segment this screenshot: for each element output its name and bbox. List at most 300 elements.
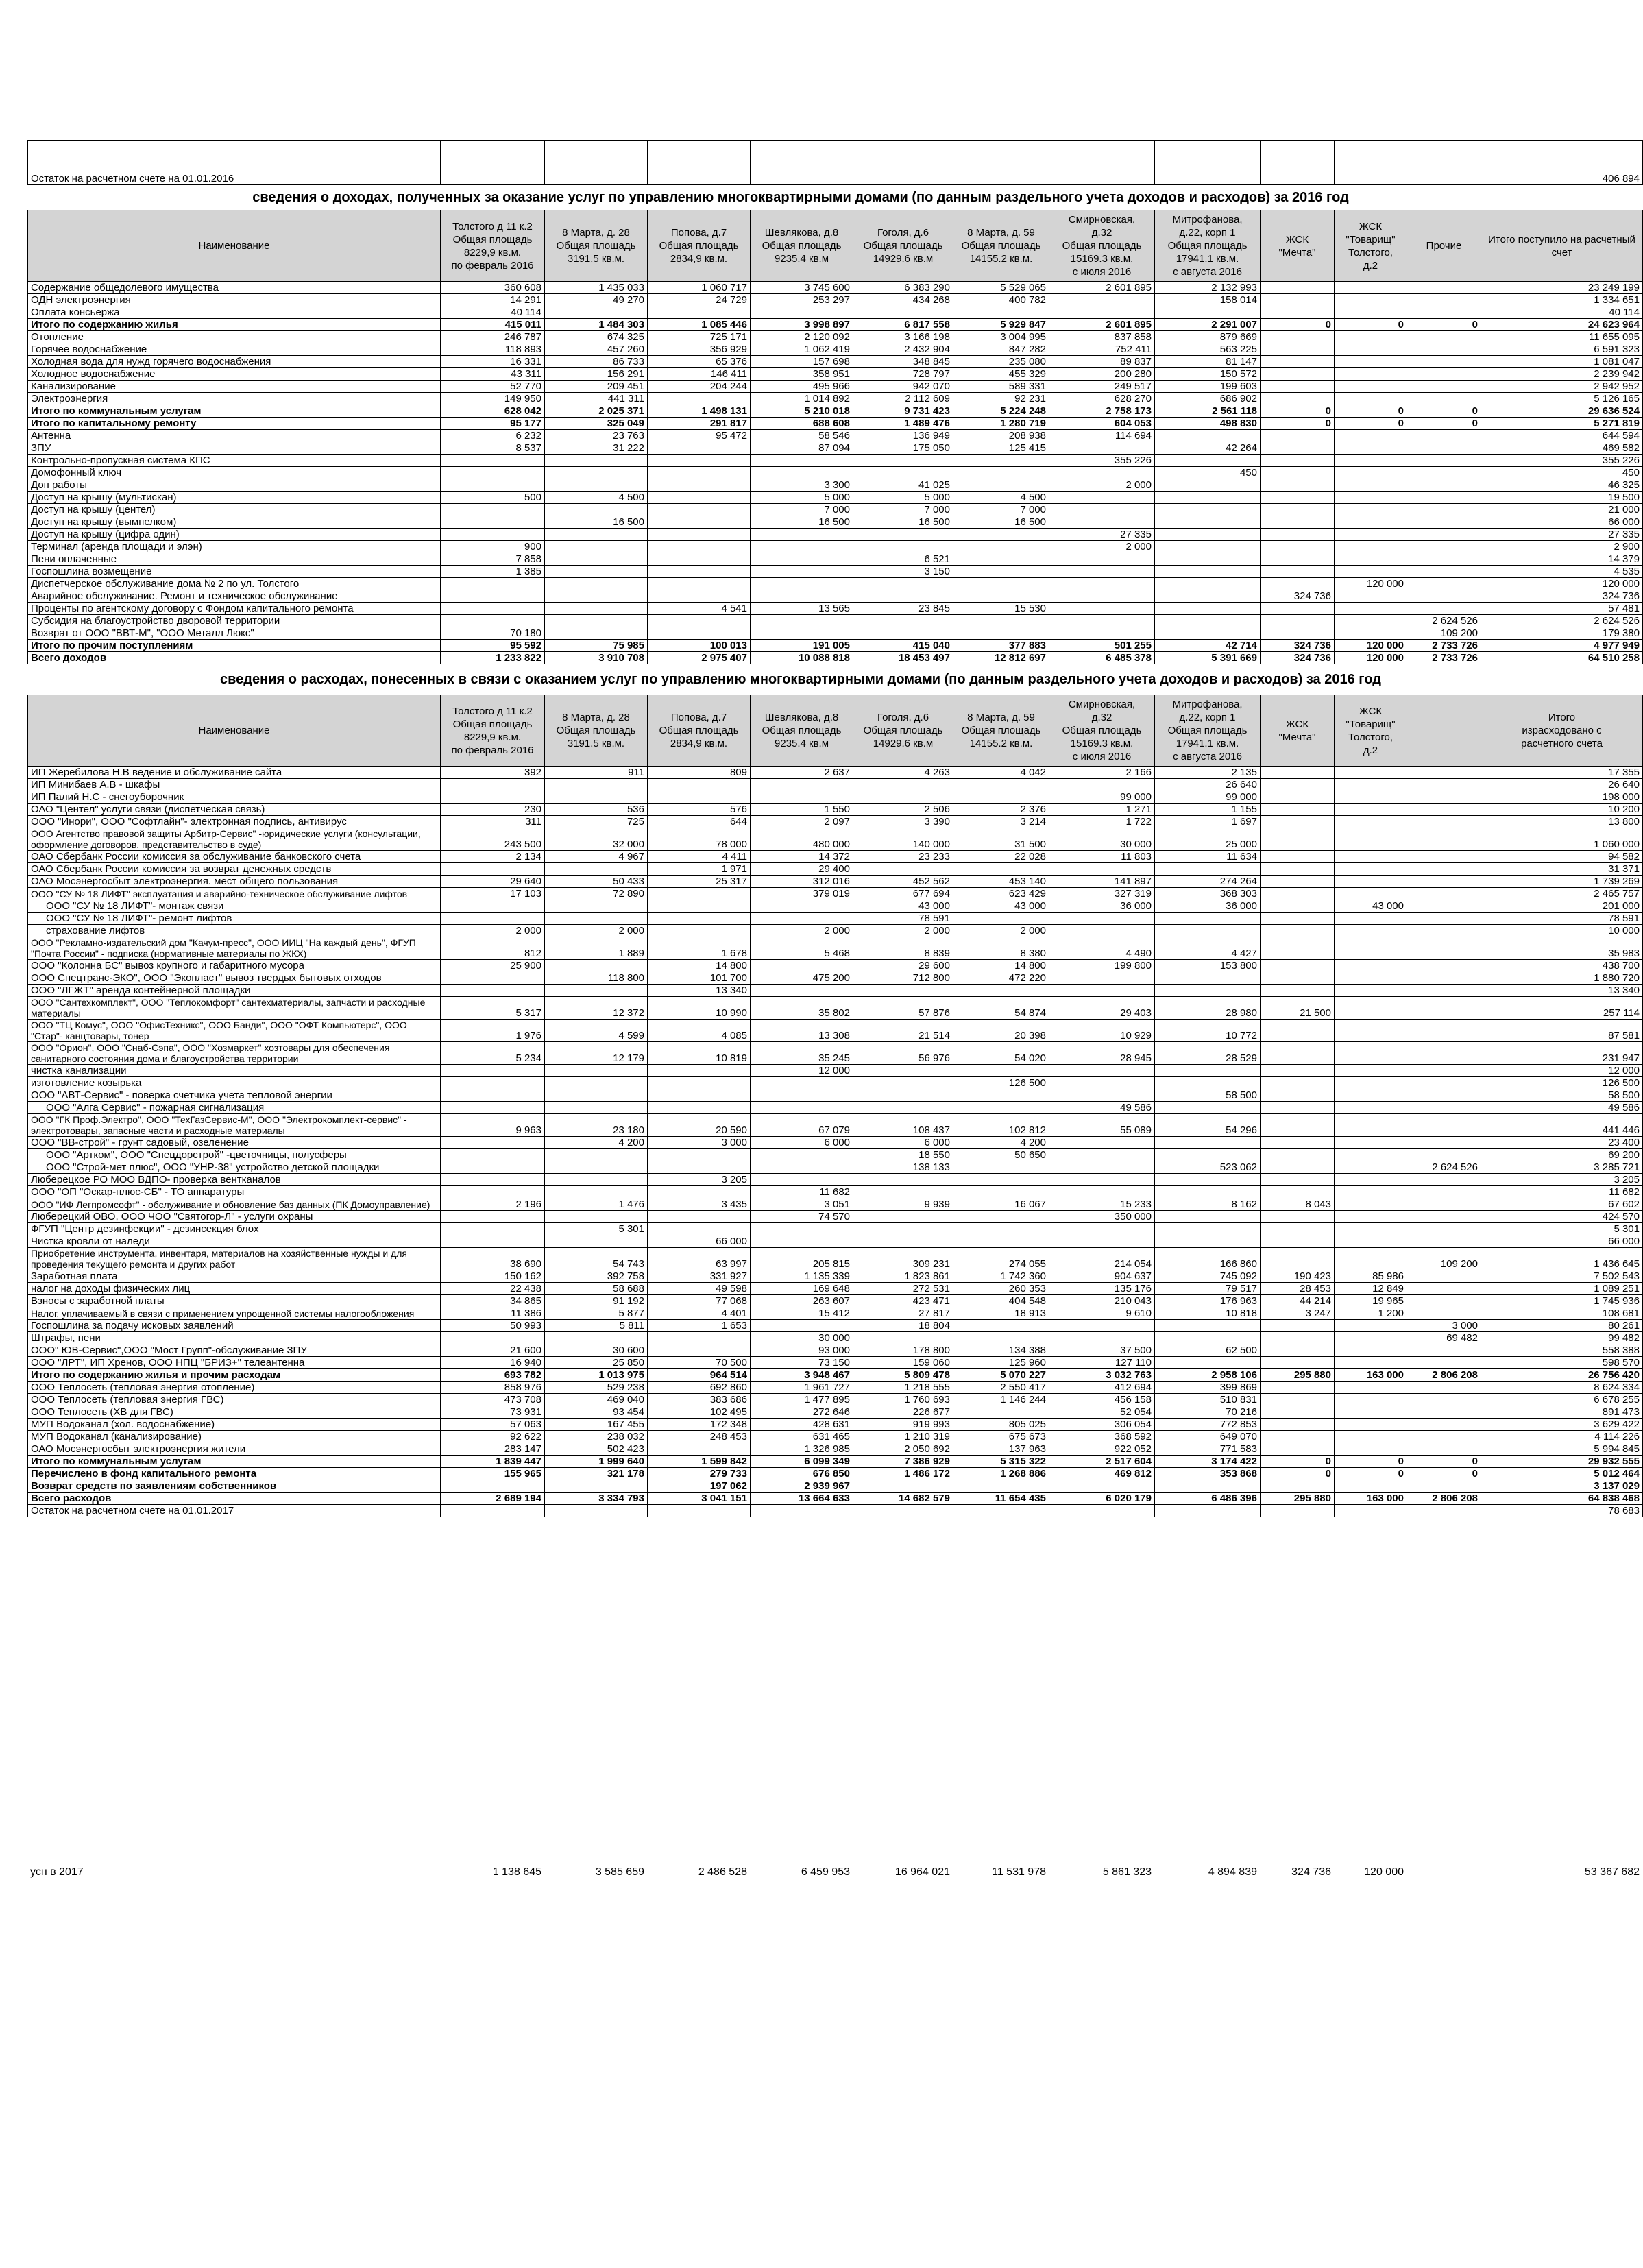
expense-row-value: 49 598 [648, 1283, 751, 1295]
income-row-value [1407, 492, 1481, 504]
expense-row-value: 57 063 [441, 1419, 545, 1431]
expense-row-value: 92 622 [441, 1431, 545, 1443]
expense-row-value [441, 900, 545, 913]
expense-row-value: 54 020 [953, 1042, 1049, 1065]
expense-row-value [853, 1505, 953, 1517]
expense-row-value: 5 301 [1481, 1223, 1643, 1235]
income-header-col: Гоголя, д.6 Общая площадь 14929.6 кв.м [853, 210, 953, 282]
expense-row-value [1407, 1406, 1481, 1419]
income-row-value: 355 226 [1049, 455, 1155, 467]
expense-row-value [751, 1235, 853, 1248]
expense-row-label: ОАО Мосэнергосбыт электроэнергия жители [28, 1443, 441, 1456]
expense-table-row [28, 1382, 1643, 1394]
income-row-label: Доступ на крышу (цифра один) [28, 529, 441, 541]
income-row-value [953, 553, 1049, 566]
income-row-value: 3 150 [853, 566, 953, 578]
expense-row-label: Люберецкое РО МОО ВДПО- проверка вентканалов [28, 1174, 441, 1186]
expense-row-value [751, 960, 853, 972]
expense-row-value: 94 582 [1481, 851, 1643, 863]
expense-row-value: 4 114 226 [1481, 1431, 1643, 1443]
expense-table-row [28, 1456, 1643, 1468]
expense-row-value [1407, 1394, 1481, 1406]
expense-row-value: 138 133 [853, 1161, 953, 1174]
income-row-label: Всего доходов [28, 652, 441, 664]
expense-row-value: 3 435 [648, 1198, 751, 1211]
income-row-value: 15 530 [953, 603, 1049, 615]
income-row-value: 12 812 697 [953, 652, 1049, 664]
expense-row-value: 230 [441, 804, 545, 816]
expense-row-label: ООО "ИФ Легпромсофт" - обслуживание и обновление баз данных (ПК Домоуправление) [28, 1198, 441, 1211]
expense-row-value [1407, 1186, 1481, 1198]
expense-row-value [1261, 791, 1335, 804]
income-row-label: Проценты по агентскому договору с Фондом капитального ремонта [28, 603, 441, 615]
expense-row-value: 2 196 [441, 1198, 545, 1211]
income-row-value [1261, 368, 1335, 381]
expense-row-value [545, 1077, 648, 1089]
income-row-value [1335, 368, 1407, 381]
expense-row-value: 295 880 [1261, 1369, 1335, 1382]
expense-row-value [1261, 1102, 1335, 1114]
expense-row-value [751, 913, 853, 925]
expense-row-value: 10 929 [1049, 1020, 1155, 1042]
income-table-row [28, 331, 1643, 343]
expense-row-value: 1 971 [648, 863, 751, 876]
income-row-value: 18 453 497 [853, 652, 953, 664]
expense-row-value: 137 963 [953, 1443, 1049, 1456]
income-row-value [1335, 455, 1407, 467]
income-row-value: 46 325 [1481, 479, 1643, 492]
income-row-value [953, 615, 1049, 627]
expense-header-total: Итого израсходовано с расчетного счета [1481, 695, 1643, 767]
expense-row-label: ООО Спецтранс-ЭКО", ООО "Экопласт" вывоз твердых бытовых отходов [28, 972, 441, 985]
expense-row-value [1335, 1248, 1407, 1270]
income-row-label: Доступ на крышу (центел) [28, 504, 441, 516]
income-table-row [28, 343, 1643, 356]
income-row-value [1261, 442, 1335, 455]
income-row-value: 674 325 [545, 331, 648, 343]
income-row-value [1261, 467, 1335, 479]
expense-row-value: 73 931 [441, 1406, 545, 1419]
expense-row-value [1335, 876, 1407, 888]
expense-row-value: 1 550 [751, 804, 853, 816]
expense-row-value: 150 162 [441, 1270, 545, 1283]
expense-row-value [1261, 828, 1335, 851]
expense-row-value [545, 1089, 648, 1102]
income-row-value [545, 553, 648, 566]
expense-row-value: 1 210 319 [853, 1431, 953, 1443]
expense-row-label: Люберецкий ОВО, ООО ЧОО "Святогор-Л" - услуги охраны [28, 1211, 441, 1223]
expense-row-value: 78 683 [1481, 1505, 1643, 1517]
income-row-value [1335, 479, 1407, 492]
expense-row-value: 272 531 [853, 1283, 953, 1295]
expense-header-col: Гоголя, д.6 Общая площадь 14929.6 кв.м [853, 695, 953, 767]
income-row-value: 92 231 [953, 393, 1049, 405]
income-row-value: 10 088 818 [751, 652, 853, 664]
income-row-value [545, 541, 648, 553]
expense-row-value [1335, 1042, 1407, 1065]
expense-table-row [28, 1211, 1643, 1223]
expense-row-value [1407, 1295, 1481, 1307]
income-row-value [853, 467, 953, 479]
income-row-value [1049, 294, 1155, 306]
expense-row-value: 178 800 [853, 1344, 953, 1357]
expense-row-value [648, 1505, 751, 1517]
expense-row-value [441, 1137, 545, 1149]
expense-table [27, 695, 1643, 1517]
expense-row-label: ООО "Колонна БС" вывоз крупного и габаритного мусора [28, 960, 441, 972]
income-row-value: 7 000 [751, 504, 853, 516]
expense-row-value: 809 [648, 767, 751, 779]
expense-row-value: 321 178 [545, 1468, 648, 1480]
income-row-value [1335, 306, 1407, 319]
expense-row-value [545, 1102, 648, 1114]
expense-table-row [28, 1235, 1643, 1248]
income-row-value: 200 280 [1049, 368, 1155, 381]
expense-row-value [1407, 1077, 1481, 1089]
expense-row-value [1407, 876, 1481, 888]
expense-row-value: 6 678 255 [1481, 1394, 1643, 1406]
expense-row-value [853, 1332, 953, 1344]
expense-row-value [1049, 1077, 1155, 1089]
income-table-row [28, 430, 1643, 442]
expense-row-value [953, 913, 1049, 925]
expense-row-value [441, 1077, 545, 1089]
income-table-row [28, 368, 1643, 381]
expense-row-value: 456 158 [1049, 1394, 1155, 1406]
expense-row-value [1155, 863, 1261, 876]
income-row-value [1261, 578, 1335, 590]
expense-row-label: МУП Водоканал (канализирование) [28, 1431, 441, 1443]
expense-row-value: 4 263 [853, 767, 953, 779]
expense-row-value: 1 599 842 [648, 1456, 751, 1468]
expense-table-row [28, 767, 1643, 779]
expense-table-row [28, 1186, 1643, 1198]
income-row-label: Холодная вода для нужд горячего водоснабжения [28, 356, 441, 368]
expense-row-value [1335, 1065, 1407, 1077]
expense-row-value [1407, 1357, 1481, 1369]
expense-row-value: 4 085 [648, 1020, 751, 1042]
expense-row-value [441, 1149, 545, 1161]
expense-row-value [953, 1089, 1049, 1102]
income-row-value: 5 271 819 [1481, 418, 1643, 430]
expense-row-value: 8 043 [1261, 1198, 1335, 1211]
expense-row-value: 153 800 [1155, 960, 1261, 972]
income-row-value [751, 541, 853, 553]
expense-row-value: 23 233 [853, 851, 953, 863]
expense-row-value [441, 1089, 545, 1102]
income-row-value: 900 [441, 541, 545, 553]
income-row-value [648, 442, 751, 455]
expense-row-value [1335, 816, 1407, 828]
expense-row-value: 295 880 [1261, 1493, 1335, 1505]
expense-row-value [1335, 1480, 1407, 1493]
footer-value: 16 964 021 [894, 1866, 950, 1878]
expense-row-value: 3 041 151 [648, 1493, 751, 1505]
income-row-value: 120 000 [1481, 578, 1643, 590]
income-row-value: 0 [1407, 418, 1481, 430]
expense-row-value: 140 000 [853, 828, 953, 851]
income-table-row [28, 590, 1643, 603]
income-row-value [1407, 479, 1481, 492]
income-row-value [1335, 294, 1407, 306]
income-table-row [28, 640, 1643, 652]
income-row-value: 29 636 524 [1481, 405, 1643, 418]
expense-row-value: 99 000 [1155, 791, 1261, 804]
income-row-value: 2 624 526 [1481, 615, 1643, 627]
income-row-value: 120 000 [1335, 578, 1407, 590]
expense-row-value: 4 401 [648, 1307, 751, 1320]
income-header-col: Шевлякова, д.8 Общая площадь 9235.4 кв.м [751, 210, 853, 282]
income-row-label: Доп работы [28, 479, 441, 492]
income-row-value [545, 578, 648, 590]
income-row-value: 450 [1155, 467, 1261, 479]
expense-row-value [1407, 925, 1481, 937]
expense-row-value: 3 334 793 [545, 1493, 648, 1505]
income-row-value: 1 062 419 [751, 343, 853, 356]
income-row-value [1407, 516, 1481, 529]
income-row-label: Итого по капитальному ремонту [28, 418, 441, 430]
expense-row-value: 31 500 [953, 828, 1049, 851]
expense-row-value [953, 1332, 1049, 1344]
income-row-label: Итого по прочим поступлениям [28, 640, 441, 652]
income-row-value [1261, 516, 1335, 529]
income-row-value [1049, 442, 1155, 455]
expense-table-row [28, 997, 1643, 1020]
income-row-value: 501 255 [1049, 640, 1155, 652]
expense-row-value: 238 032 [545, 1431, 648, 1443]
expense-row-value: 423 471 [853, 1295, 953, 1307]
expense-row-value [1049, 1480, 1155, 1493]
income-row-value [1261, 282, 1335, 294]
income-row-value: 27 335 [1049, 529, 1155, 541]
income-row-value [853, 627, 953, 640]
expense-row-value: 1 200 [1335, 1307, 1407, 1320]
expense-row-value [1261, 1149, 1335, 1161]
income-row-value [853, 541, 953, 553]
income-row-value [1261, 529, 1335, 541]
income-row-value: 114 694 [1049, 430, 1155, 442]
expense-row-value: 11 386 [441, 1307, 545, 1320]
expense-row-value [1407, 1307, 1481, 1320]
expense-row-value [1049, 985, 1155, 997]
expense-row-value [545, 1505, 648, 1517]
expense-header-col: Митрофанова, д.22, корп 1 Общая площадь 17941.1 кв.м. с августа 2016 [1155, 695, 1261, 767]
income-row-value [751, 467, 853, 479]
income-row-value: 728 797 [853, 368, 953, 381]
expense-row-value [1155, 1174, 1261, 1186]
expense-row-label: ИП Палий Н.С - снегоуборочник [28, 791, 441, 804]
expense-row-value: 805 025 [953, 1419, 1049, 1431]
income-row-value [953, 541, 1049, 553]
expense-table-row [28, 1369, 1643, 1382]
expense-row-value: 644 [648, 816, 751, 828]
expense-row-value: 1 722 [1049, 816, 1155, 828]
expense-row-value: 69 482 [1407, 1332, 1481, 1344]
expense-row-value [1407, 1235, 1481, 1248]
expense-row-value [853, 1089, 953, 1102]
expense-row-value: 3 000 [648, 1137, 751, 1149]
expense-row-value [1407, 997, 1481, 1020]
expense-row-value [1335, 1394, 1407, 1406]
income-row-value: 2 120 092 [751, 331, 853, 343]
income-row-value [1261, 430, 1335, 442]
expense-row-value [1155, 1211, 1261, 1223]
income-table-row [28, 615, 1643, 627]
expense-row-value: 0 [1407, 1456, 1481, 1468]
expense-row-value: 631 465 [751, 1431, 853, 1443]
expense-row-value [1049, 779, 1155, 791]
expense-row-value: 91 192 [545, 1295, 648, 1307]
expense-row-value: 13 800 [1481, 816, 1643, 828]
expense-row-value: 4 967 [545, 851, 648, 863]
expense-row-value [1407, 1020, 1481, 1042]
income-row-value [953, 529, 1049, 541]
expense-row-value: 2 517 604 [1049, 1456, 1155, 1468]
expense-row-value: 29 403 [1049, 997, 1155, 1020]
expense-row-value: 49 586 [1481, 1102, 1643, 1114]
income-row-value [648, 516, 751, 529]
expense-row-value [1407, 1344, 1481, 1357]
income-row-value: 89 837 [1049, 356, 1155, 368]
expense-row-value [1261, 1114, 1335, 1137]
expense-row-label: ООО Теплосеть (тепловая энергия ГВС) [28, 1394, 441, 1406]
expense-row-label: ООО "ЛРТ", ИП Хренов, ООО НПЦ "БРИЗ+" телеантенна [28, 1357, 441, 1369]
expense-row-label: ФГУП "Центр дезинфекции" - дезинсекция блох [28, 1223, 441, 1235]
expense-row-value: 772 853 [1155, 1419, 1261, 1431]
expense-row-value [545, 1065, 648, 1077]
expense-row-value: 13 664 633 [751, 1493, 853, 1505]
income-row-value: 0 [1261, 418, 1335, 430]
expense-row-label: МУП Водоканал (хол. водоснабжение) [28, 1419, 441, 1431]
expense-row-value [1155, 972, 1261, 985]
expense-row-value [1407, 1114, 1481, 1137]
expense-row-value [1407, 1042, 1481, 1065]
report-sheet [27, 140, 1640, 1517]
expense-row-label: ООО "Артком", ООО "Спецдорстрой" -цветочницы, полусферы [28, 1149, 441, 1161]
expense-row-value [1335, 1089, 1407, 1102]
expense-table-row [28, 1357, 1643, 1369]
income-row-value [1335, 467, 1407, 479]
expense-row-value: 558 388 [1481, 1344, 1643, 1357]
expense-table-row [28, 1344, 1643, 1357]
income-table-row [28, 566, 1643, 578]
expense-row-value [1049, 1161, 1155, 1174]
income-row-label: Холодное водоснабжение [28, 368, 441, 381]
expense-row-value: 3 205 [648, 1174, 751, 1186]
expense-table-row [28, 863, 1643, 876]
expense-row-value [1155, 1357, 1261, 1369]
expense-row-value [1261, 1161, 1335, 1174]
income-row-value: 1 334 651 [1481, 294, 1643, 306]
expense-header-col: 8 Марта, д. 59 Общая площадь 14155.2 кв.м. [953, 695, 1049, 767]
income-row-value [1155, 553, 1261, 566]
expense-header-col: Толстого д 11 к.2 Общая площадь 8229,9 кв.м. по февраль 2016 [441, 695, 545, 767]
footer-label: усн в 2017 [30, 1866, 84, 1878]
expense-row-value: 1 653 [648, 1320, 751, 1332]
expense-row-value [953, 1102, 1049, 1114]
income-header-col: Толстого д 11 к.2 Общая площадь 8229,9 кв.м. по февраль 2016 [441, 210, 545, 282]
expense-row-label: Налог, уплачиваемый в связи с применением упрощенной системы налогообложения [28, 1307, 441, 1320]
expense-row-value: 14 800 [648, 960, 751, 972]
income-row-value [1155, 516, 1261, 529]
expense-row-value: 19 965 [1335, 1295, 1407, 1307]
expense-row-value [1261, 1320, 1335, 1332]
expense-row-value: 210 043 [1049, 1295, 1155, 1307]
income-header-row [28, 210, 1643, 282]
income-row-label: ОДН электроэнергия [28, 294, 441, 306]
expense-row-value: 26 640 [1481, 779, 1643, 791]
income-row-value: 6 817 558 [853, 319, 953, 331]
expense-row-value: 4 411 [648, 851, 751, 863]
income-row-label: Пени оплаченные [28, 553, 441, 566]
opening-balance-table [27, 140, 1643, 185]
expense-row-label: Возврат средств по заявлениям собственников [28, 1480, 441, 1493]
expense-row-value: 2 000 [751, 925, 853, 937]
expense-row-value: 176 963 [1155, 1295, 1261, 1307]
expense-row-label: Приобретение инструмента, инвентаря, материалов на хозяйственные нужды и для проведения текущего ремонта и других работ [28, 1248, 441, 1270]
expense-row-value: 25 900 [441, 960, 545, 972]
expense-row-label: ООО "ТЦ Комус", ООО "ОфисТехникс", ООО Банди", ООО "ОФТ Компьютерс", ООО "Стар"- канцтовары, тонер [28, 1020, 441, 1042]
expense-row-value [1335, 1077, 1407, 1089]
expense-row-label: ООО" ЮВ-Сервис",ООО "Мост Групп"-обслуживание ЗПУ [28, 1344, 441, 1357]
expense-row-value [1407, 1431, 1481, 1443]
expense-title-table [27, 664, 1574, 695]
income-row-label: Доступ на крышу (мультискан) [28, 492, 441, 504]
income-row-value: 158 014 [1155, 294, 1261, 306]
expense-row-value [953, 1480, 1049, 1493]
income-row-value: 356 929 [648, 343, 751, 356]
income-row-value: 1 233 822 [441, 652, 545, 664]
expense-row-value [1407, 1137, 1481, 1149]
income-row-value: 40 114 [1481, 306, 1643, 319]
income-row-value [1261, 627, 1335, 640]
expense-row-value: 49 586 [1049, 1102, 1155, 1114]
income-row-value [1155, 455, 1261, 467]
expense-row-value: 172 348 [648, 1419, 751, 1431]
income-row-value [1335, 566, 1407, 578]
expense-row-value: 623 429 [953, 888, 1049, 900]
income-row-value: 6 383 290 [853, 282, 953, 294]
footer-value: 3 585 659 [595, 1866, 644, 1878]
expense-row-label: ООО Агентство правовой защиты Арбитр-Сервис" -юридические услуги (консультации, оформление договоров, представительство в суде) [28, 828, 441, 851]
expense-table-row [28, 1406, 1643, 1419]
income-row-value [751, 306, 853, 319]
expense-row-value [648, 1211, 751, 1223]
expense-row-value [1335, 913, 1407, 925]
expense-row-value [751, 1320, 853, 1332]
expense-row-value: 1 760 693 [853, 1394, 953, 1406]
expense-row-value: 29 640 [441, 876, 545, 888]
income-row-value: 604 053 [1049, 418, 1155, 430]
expense-row-value: 11 682 [751, 1186, 853, 1198]
expense-row-value: 2 097 [751, 816, 853, 828]
expense-row-value [648, 1065, 751, 1077]
expense-row-value: 379 019 [751, 888, 853, 900]
expense-row-value [1155, 1186, 1261, 1198]
income-row-value [545, 590, 648, 603]
expense-row-value: 2 465 757 [1481, 888, 1643, 900]
income-row-value: 3 300 [751, 479, 853, 492]
expense-row-value [1261, 1344, 1335, 1357]
income-row-value [1261, 492, 1335, 504]
expense-row-value [1049, 1332, 1155, 1344]
expense-row-value: 5 070 227 [953, 1369, 1049, 1382]
expense-row-value: 3 000 [1407, 1320, 1481, 1332]
expense-row-value: 858 976 [441, 1382, 545, 1394]
income-row-value [853, 455, 953, 467]
income-row-value: 136 949 [853, 430, 953, 442]
expense-row-value: 5 468 [751, 937, 853, 960]
